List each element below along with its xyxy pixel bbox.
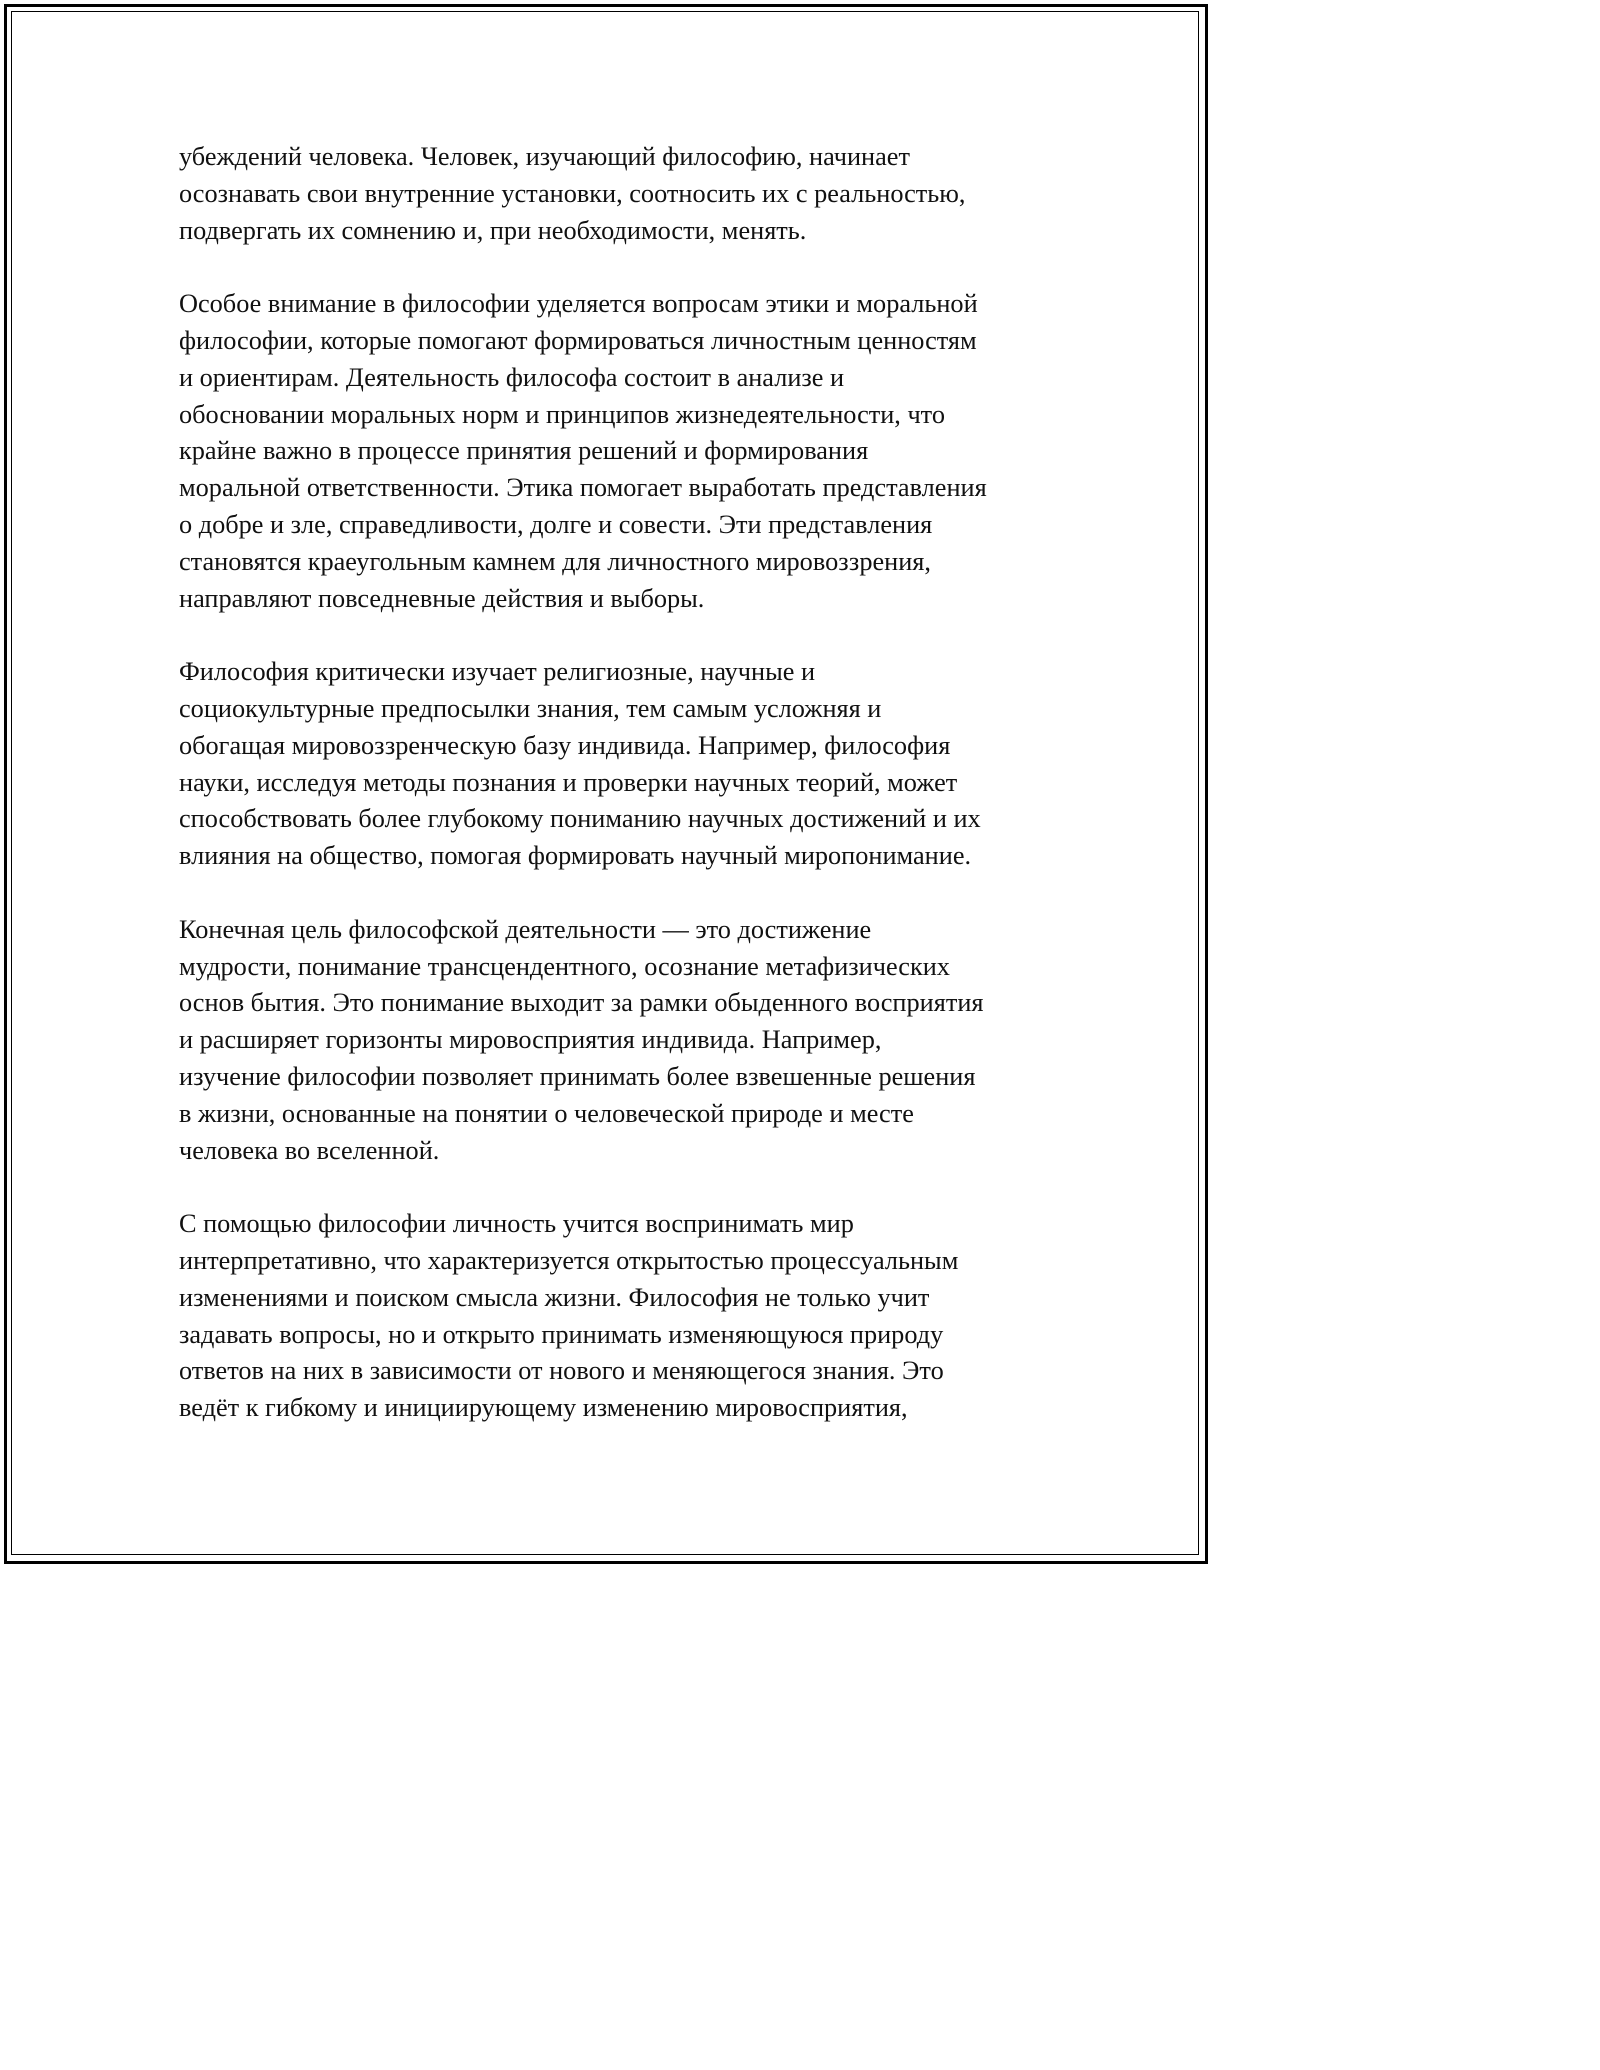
text-line: становятся краеугольным камнем для личностного мировоззрения, xyxy=(179,546,931,576)
text-line: Конечная цель философской деятельности — это достижение xyxy=(179,914,872,944)
paragraph-4 xyxy=(179,912,1049,1170)
text-line: обогащая мировоззренческую базу индивида. Например, философия xyxy=(179,730,951,760)
text-line: ведёт к гибкому и инициирующему изменению мировосприятия, xyxy=(179,1393,908,1423)
text-line: крайне важно в процессе принятия решений и формирования xyxy=(179,436,869,466)
text-line: мудрости, понимание трансцендентного, осознание метафизических xyxy=(179,951,950,981)
paragraph-2 xyxy=(179,286,1049,617)
text-line: изменениями и поиском смысла жизни. Философия не только учит xyxy=(179,1282,930,1312)
text-line: влияния на общество, помогая формировать научный миропонимание. xyxy=(179,841,972,871)
text-line: в жизни, основанные на понятии о человеческой природе и месте xyxy=(179,1098,914,1128)
text-line: интерпретативно, что характеризуется открытостью процессуальным xyxy=(179,1245,959,1275)
text-line: С помощью философии личность учится воспринимать мир xyxy=(179,1209,854,1239)
text-line: способствовать более глубокому пониманию научных достижений и их xyxy=(179,804,981,834)
text-line: обосновании моральных норм и принципов жизнедеятельности, что xyxy=(179,399,945,429)
document-body xyxy=(179,139,1049,1427)
text-line: и ориентирам. Деятельность философа состоит в анализе и xyxy=(179,362,845,392)
text-line: науки, исследуя методы познания и проверки научных теорий, может xyxy=(179,767,958,797)
text-line: задавать вопросы, но и открыто принимать изменяющуюся природу xyxy=(179,1319,944,1349)
text-line: о добре и зле, справедливости, долге и совести. Эти представления xyxy=(179,509,933,539)
text-line: человека во вселенной. xyxy=(179,1135,440,1165)
text-line: Особое внимание в философии уделяется вопросам этики и моральной xyxy=(179,289,978,319)
text-line: социокультурные предпосылки знания, тем самым усложняя и xyxy=(179,693,882,723)
text-line: изучение философии позволяет принимать более взвешенные решения xyxy=(179,1061,976,1091)
text-line: подвергать их сомнению и, при необходимости, менять. xyxy=(179,215,807,245)
paragraph-3 xyxy=(179,654,1049,875)
paragraph-5 xyxy=(179,1206,1049,1427)
text-line: и расширяет горизонты мировосприятия индивида. Например, xyxy=(179,1025,882,1055)
text-line: направляют повседневные действия и выборы. xyxy=(179,583,705,613)
text-line: убеждений человека. Человек, изучающий философию, начинает xyxy=(179,142,910,171)
text-line: осознавать свои внутренние установки, соотносить их с реальностью, xyxy=(179,178,966,208)
text-line: моральной ответственности. Этика помогает выработать представления xyxy=(179,473,987,503)
text-line: ответов на них в зависимости от нового и меняющегося знания. Это xyxy=(179,1356,944,1386)
text-line: философии, которые помогают формироваться личностным ценностям xyxy=(179,325,977,355)
text-line: основ бытия. Это понимание выходит за рамки обыденного восприятия xyxy=(179,988,984,1018)
paragraph-1 xyxy=(179,139,1049,249)
text-line: Философия критически изучает религиозные, научные и xyxy=(179,657,816,687)
